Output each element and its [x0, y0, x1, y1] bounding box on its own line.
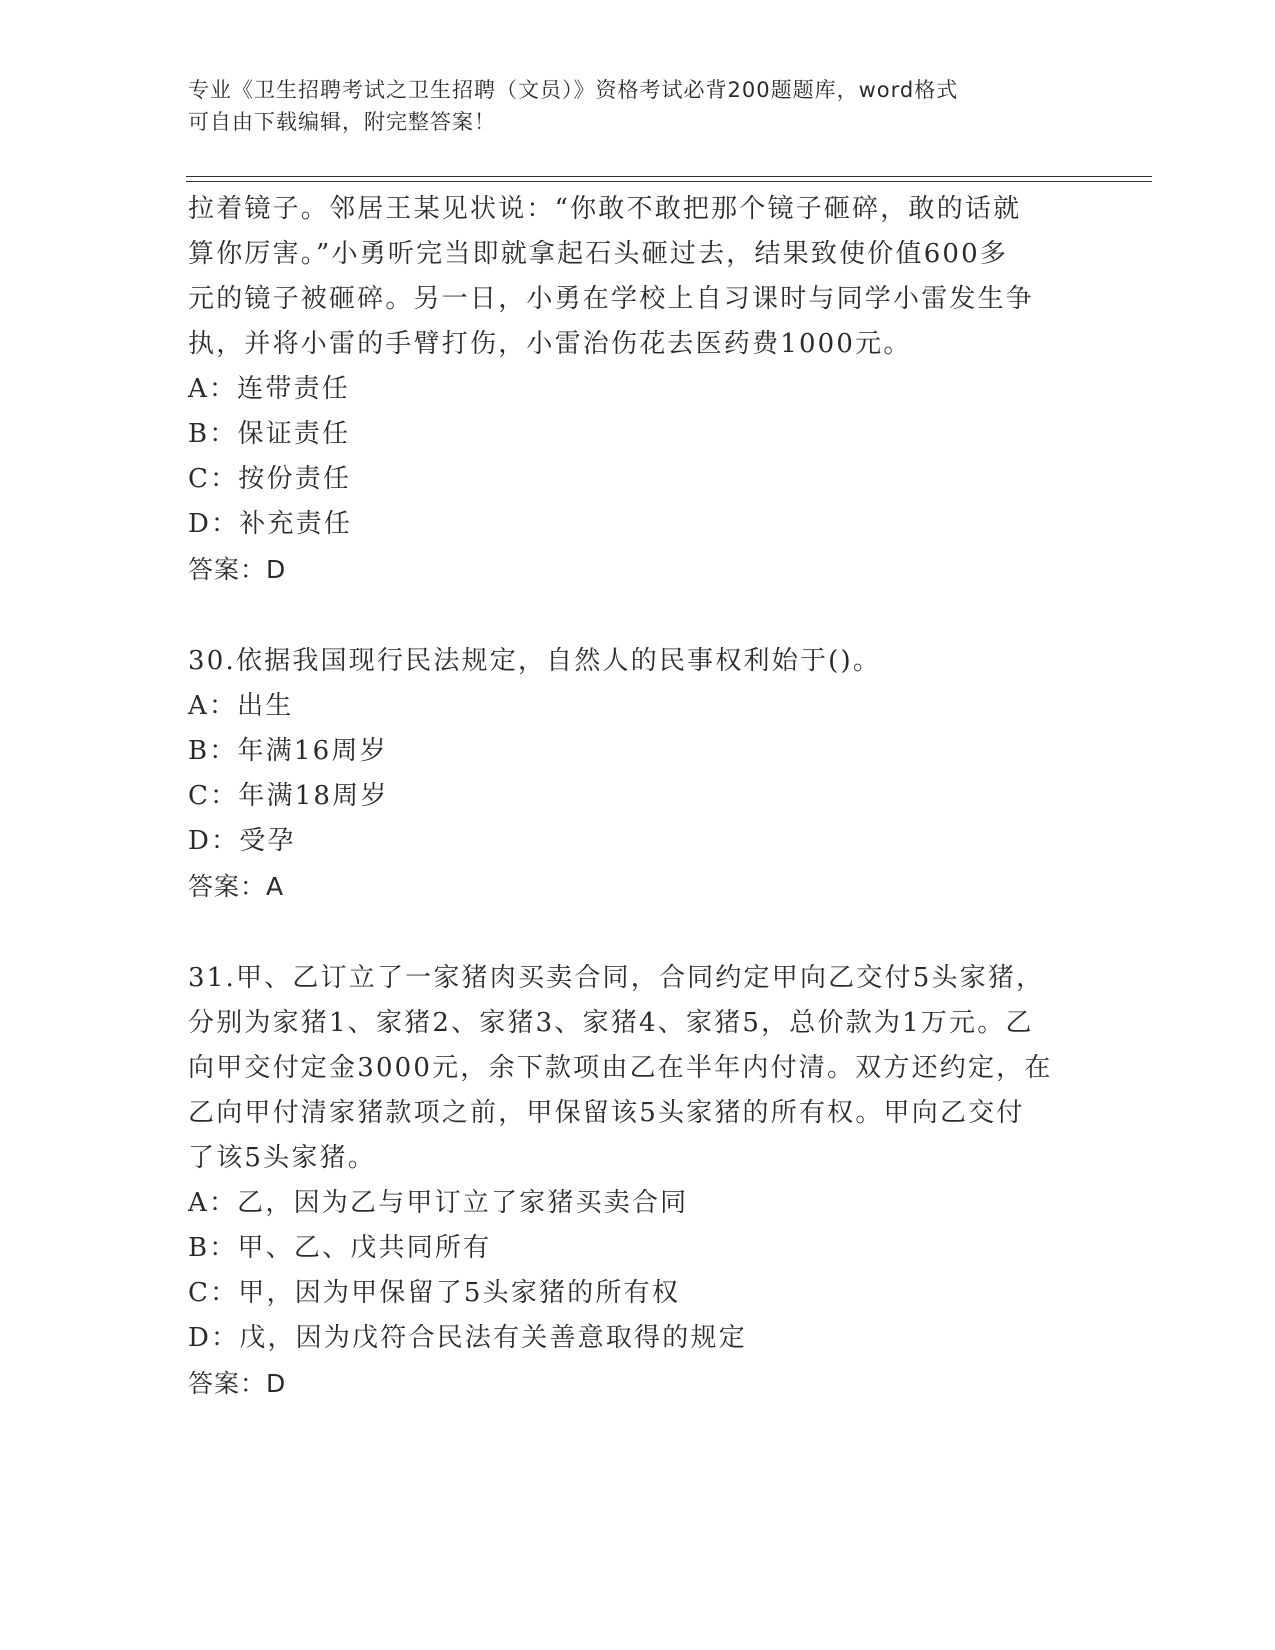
question-stem-line: 乙向甲付清家猪款项之前，甲保留该5头家猪的所有权。甲向乙交付	[188, 1098, 1025, 1128]
header-divider-top	[186, 176, 1152, 177]
question-30	[188, 639, 1088, 909]
option-d: D：戊，因为戊符合民法有关善意取得的规定	[188, 1323, 747, 1353]
question-stem-line: 算你厉害。”小勇听完当即就拿起石头砸过去，结果致使价值600多	[188, 239, 1009, 269]
option-c: C：按份责任	[188, 464, 352, 494]
option-d: D：补充责任	[188, 509, 353, 539]
question-content	[188, 187, 1088, 1406]
header-line-1: 专业《卫生招聘考试之卫生招聘（文员）》资格考试必背200题题库，word格式	[188, 78, 959, 102]
question-stem-line: 执，并将小雷的手臂打伤，小雷治伤花去医药费1000元。	[188, 329, 912, 359]
option-c: C：年满18周岁	[188, 781, 389, 811]
option-b: B：保证责任	[188, 419, 351, 449]
option-c: C：甲，因为甲保留了5头家猪的所有权	[188, 1278, 681, 1308]
question-stem-line: 31.甲、乙订立了一家猪肉买卖合同，合同约定甲向乙交付5头家猪，	[188, 963, 1045, 993]
option-b: B：甲、乙、戊共同所有	[188, 1233, 492, 1263]
answer-line: 答案：A	[188, 872, 285, 901]
question-stem-line: 拉着镜子。邻居王某见状说：“你敢不敢把那个镜子砸碎，敢的话就	[188, 194, 1022, 224]
answer-line: 答案：D	[188, 555, 287, 584]
question-stem-line: 元的镜子被砸碎。另一日，小勇在学校上自习课时与同学小雷发生争	[188, 284, 1035, 314]
document-header	[188, 74, 1088, 138]
option-a: A：乙，因为乙与甲订立了家猪买卖合同	[188, 1188, 689, 1218]
question-stem-line: 向甲交付定金3000元，余下款项由乙在半年内付清。双方还约定，在	[188, 1053, 1053, 1083]
option-a: A：连带责任	[188, 374, 350, 404]
option-a: A：出生	[188, 691, 294, 721]
option-d: D：受孕	[188, 826, 296, 856]
question-29	[188, 187, 1088, 592]
header-divider-bottom	[186, 181, 1152, 182]
answer-line: 答案：D	[188, 1369, 287, 1398]
question-spacer	[188, 592, 1088, 639]
question-stem-line: 分别为家猪1、家猪2、家猪3、家猪4、家猪5，总价款为1万元。乙	[188, 1008, 1034, 1038]
header-line-2: 可自由下载编辑，附完整答案！	[188, 110, 496, 134]
question-31	[188, 956, 1088, 1406]
option-b: B：年满16周岁	[188, 736, 388, 766]
question-stem-line: 30.依据我国现行民法规定，自然人的民事权利始于()。	[188, 646, 882, 676]
question-stem-line: 了该5头家猪。	[188, 1143, 376, 1173]
question-spacer	[188, 909, 1088, 956]
